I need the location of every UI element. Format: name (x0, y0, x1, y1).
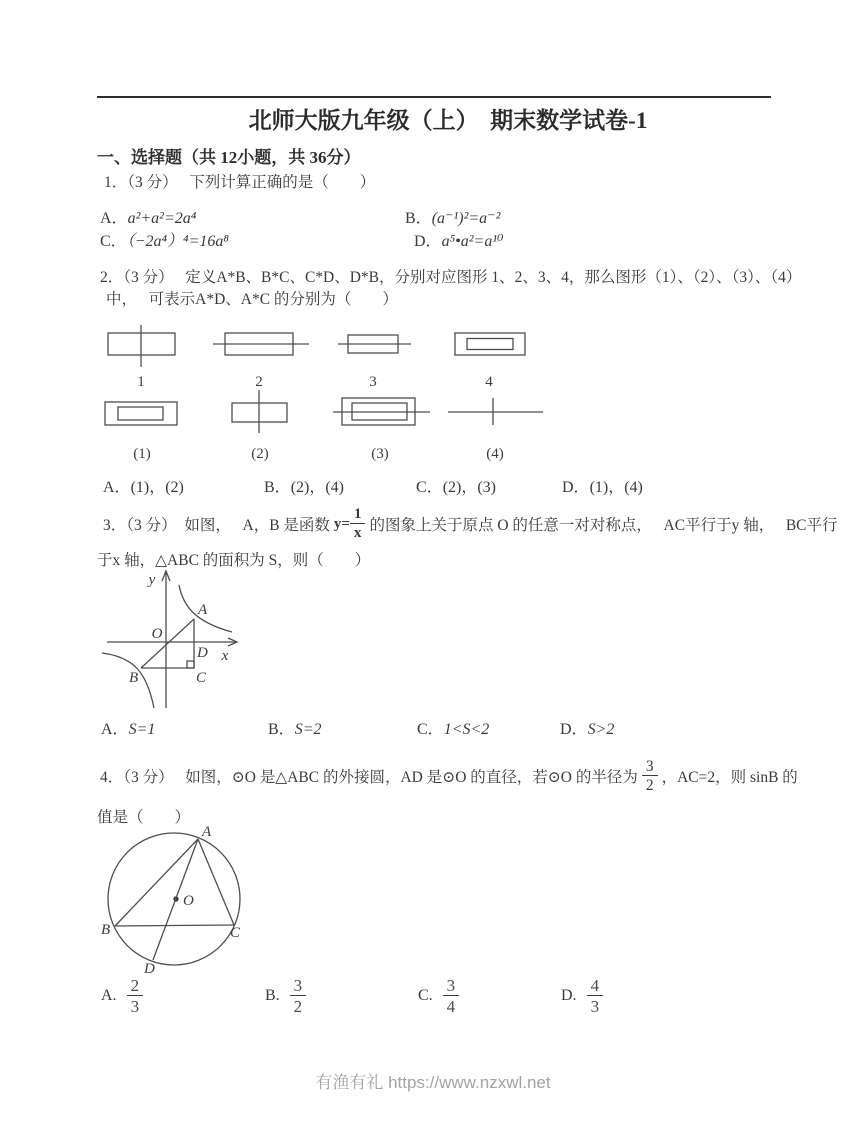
q2-option-b-value: (2)，(4) (290, 479, 345, 496)
header-rule (97, 96, 771, 98)
q4-option-b-numerator: 3 (293, 976, 303, 995)
q3-triangle (141, 619, 194, 668)
q2-shape-1-label: 1 (137, 374, 145, 390)
q4-fraction-numerator: 3 (645, 757, 654, 775)
q4-option-c-fraction (443, 977, 460, 1015)
right-angle-mark (187, 661, 194, 668)
q4-stem-part1: 4．（3 分） 如图，⊙O 是△ABC 的外接圆，AD 是⊙O 的直径，若⊙O 的半径为 (100, 769, 638, 786)
q4-option-a-numerator: 2 (130, 976, 140, 995)
q2-shape-p2 (232, 390, 287, 462)
q2-shape-p1 (105, 402, 177, 462)
q4-label-O: O (183, 893, 194, 909)
q1-option-a-letter: A． (100, 210, 128, 227)
q4-fraction (642, 759, 658, 794)
q3-option-c (417, 716, 489, 739)
q1-option-c-letter: C． (100, 233, 127, 250)
section-heading: 一、选择题（共 12小题，共 36分） (97, 148, 361, 167)
q3-stem-part2: 的图象上关于原点 O 的任意一对对称点， AC平行于y 轴， BC平行 (369, 517, 838, 534)
q2-shape-p3-label: (3) (371, 446, 389, 462)
q3-option-d-formula: S>2 (587, 721, 615, 738)
q4-option-c-letter: C. (418, 987, 433, 1004)
q3-stem-part1: 3．（3 分） 如图， A，B 是函数 (103, 517, 330, 534)
q2-option-c (416, 474, 496, 497)
q2-stem-line2: 中， 可表示A*D、A*C 的分别为（ ） (106, 291, 398, 308)
q2-shape-p4-label: (4) (486, 446, 504, 462)
q2-option-a-letter: A． (103, 479, 131, 496)
q2-option-d (562, 474, 643, 497)
q4-stem-line2: 值是（ ） (97, 809, 191, 826)
q3-label-x-axis: x (221, 648, 229, 664)
q3-figure (95, 562, 255, 712)
q2-shape-1 (108, 325, 175, 390)
q3-formula-lead: y= (333, 515, 350, 532)
q4-option-c-numerator: 3 (446, 976, 456, 995)
q3-label-D: D (197, 645, 208, 661)
q3-option-a-letter: A． (101, 721, 129, 738)
q4-option-b-fraction (290, 977, 307, 1015)
q2-figure (95, 320, 565, 470)
q3-option-d-letter: D． (560, 721, 588, 738)
q3-fraction-numerator: 1 (353, 506, 362, 522)
footer-watermark: 有渔有礼 https://www.nzxwl.net (315, 1073, 551, 1092)
q3-option-a (101, 716, 155, 739)
q1-option-d (414, 228, 504, 251)
q4-label-B: B (101, 922, 111, 938)
q4-fraction-denominator: 2 (642, 775, 658, 794)
q3-option-a-formula: S=1 (128, 721, 156, 738)
q4-stem-line1 (100, 752, 798, 800)
q2-option-c-letter: C． (416, 479, 443, 496)
q4-circle-shape (108, 833, 240, 965)
q2-shape-3 (338, 335, 411, 390)
q3-stem-line2: 于x 轴，△ABC 的面积为 S，则（ ） (97, 552, 371, 569)
q2-option-a-value: (1)，(2) (130, 479, 184, 496)
q1-stem: 1．（3 分） 下列计算正确的是（ ） (104, 174, 376, 191)
q3-label-y-axis: y (148, 572, 156, 588)
q4-option-c (418, 977, 459, 1015)
q3-label-A: A (198, 602, 208, 618)
q4-option-b-letter: B. (265, 987, 280, 1004)
q3-fraction (350, 507, 366, 541)
q2-shape-p1-label: (1) (133, 446, 151, 462)
q4-option-b-denominator: 2 (290, 995, 307, 1015)
q3-label-C: C (196, 670, 207, 686)
q2-option-d-value: (1)，(4) (589, 479, 643, 496)
q1-option-d-letter: D． (414, 233, 442, 250)
q4-option-d-letter: D. (561, 987, 577, 1004)
q4-option-a-denominator: 3 (127, 995, 144, 1015)
q2-shape-3-label: 3 (369, 374, 377, 390)
q3-label-B: B (129, 670, 139, 686)
q3-stem-line1 (103, 503, 838, 545)
q3-fraction-denominator: x (350, 523, 366, 541)
q4-option-a (101, 977, 143, 1015)
q2-option-d-letter: D． (562, 479, 590, 496)
q4-label-D: D (144, 961, 155, 977)
q1-option-c-formula: （−2a⁴）⁴=16a⁸ (126, 233, 229, 250)
q1-option-a-formula: a²+a²=2a⁴ (127, 210, 197, 227)
q3-inline-formula (334, 507, 366, 541)
q2-option-c-value: (2)，(3) (442, 479, 497, 496)
q4-option-a-letter: A. (101, 987, 117, 1004)
q3-option-b-formula: S=2 (294, 721, 322, 738)
q3-label-O: O (151, 626, 163, 642)
q4-figure (100, 824, 255, 980)
q2-shape-4-label: 4 (485, 374, 493, 390)
q4-option-d-fraction (587, 977, 604, 1015)
q2-shape-2 (213, 333, 309, 390)
q1-option-c (100, 228, 229, 251)
q4-option-d-denominator: 3 (587, 995, 604, 1015)
q4-option-a-fraction (127, 977, 144, 1015)
q4-label-C: C (230, 925, 241, 941)
q3-option-d (560, 716, 614, 739)
q2-option-b (264, 474, 344, 497)
q3-hyperbola (102, 585, 232, 708)
q2-shape-p4 (448, 398, 543, 462)
q4-option-b (265, 977, 306, 1015)
q2-shape-4 (455, 333, 525, 390)
q3-option-c-letter: C． (417, 721, 444, 738)
q3-option-b (268, 716, 321, 739)
q2-shape-p3 (333, 398, 430, 462)
q2-option-b-letter: B． (264, 479, 291, 496)
q2-shape-2-label: 2 (255, 374, 263, 390)
q3-option-c-formula: 1<S<2 (443, 721, 490, 738)
q4-option-d-numerator: 4 (590, 976, 600, 995)
q4-option-d (561, 977, 603, 1015)
q2-option-a (103, 474, 184, 497)
q2-shape-p2-label: (2) (251, 446, 269, 462)
q3-option-b-letter: B． (268, 721, 295, 738)
q1-option-d-formula: a⁵•a²=a¹⁰ (441, 233, 504, 250)
q1-option-a (100, 205, 196, 228)
q4-stem-part2: ，AC=2，则 sinB 的 (661, 769, 798, 786)
page-title: 北师大版九年级（上） 期末数学试卷-1 (248, 108, 648, 133)
q1-option-b (405, 205, 500, 228)
q2-stem-line1: 2．（3 分） 定义A*B、B*C、C*D、D*B，分别对应图形 1、2、3、4，那么图形（1）、（2）、（3）、（4） (100, 269, 802, 286)
q1-option-b-formula: (a⁻¹)²=a⁻² (431, 210, 501, 227)
q4-option-c-denominator: 4 (443, 995, 460, 1015)
q4-label-A: A (202, 824, 212, 840)
q1-option-b-letter: B． (405, 210, 432, 227)
